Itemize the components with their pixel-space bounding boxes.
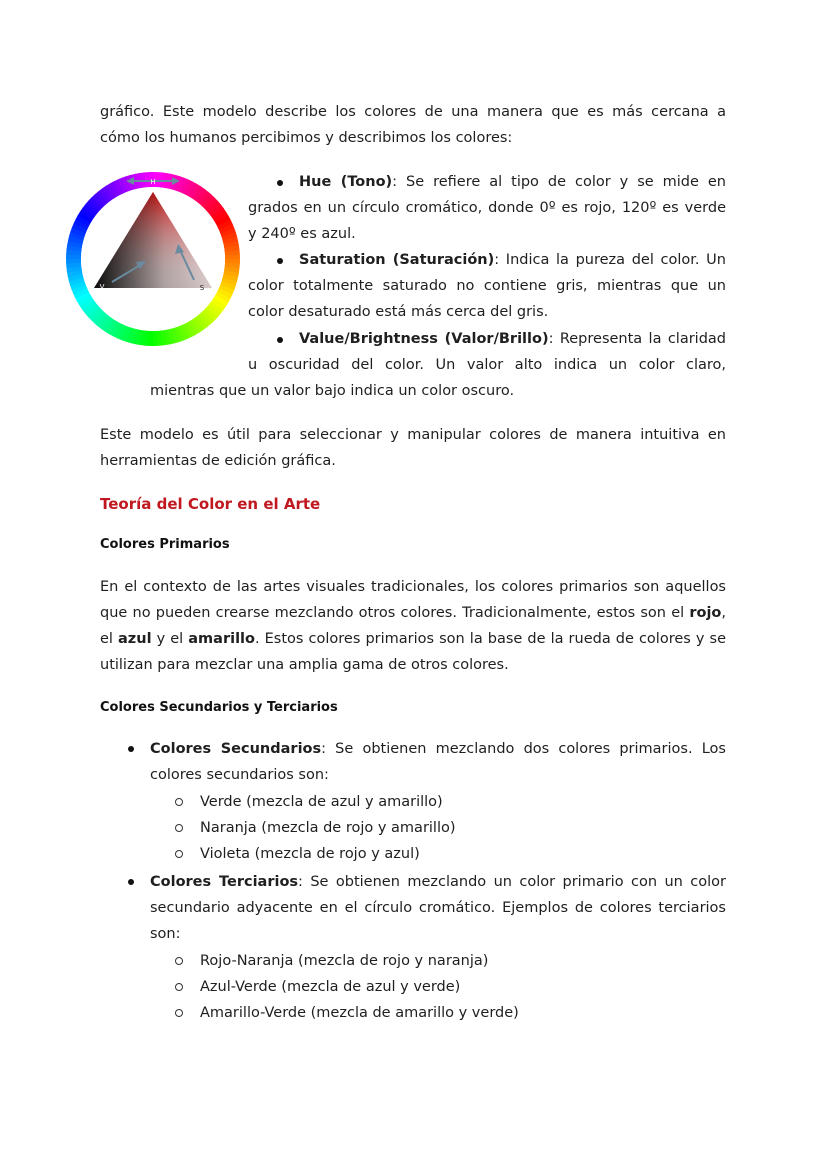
circle-bullet xyxy=(175,957,183,965)
primarios-sep2: y el xyxy=(151,631,189,647)
primarios-heading: Colores Primarios xyxy=(100,537,230,552)
primarios-sep1: , el xyxy=(100,605,726,647)
saturation-line-3: color desaturado está más cerca del gris. xyxy=(248,304,549,320)
value-text-1: : Representa la claridad xyxy=(548,331,726,347)
label-s: S xyxy=(199,284,205,292)
saturation-line-1 xyxy=(299,247,726,273)
secundarios-item xyxy=(150,736,726,788)
terciario-azul-verde: Azul-Verde (mezcla de azul y verde) xyxy=(200,979,461,995)
terciarios-text: : Se obtienen mezclando un color primario con un color secundario adyacente en el círculo cromático. Ejemplos de colores terciarios son: xyxy=(150,874,726,942)
circle-bullet xyxy=(175,798,183,806)
circle-bullet xyxy=(175,983,183,991)
intro-line-2: cómo los humanos percibimos y describimos los colores: xyxy=(100,130,513,146)
terciario-amarillo-verde: Amarillo-Verde (mezcla de amarillo y verde) xyxy=(200,1005,519,1021)
secundario-naranja: Naranja (mezcla de rojo y amarillo) xyxy=(200,820,456,836)
primarios-rojo: rojo xyxy=(689,605,722,621)
intro-line-1: gráfico. Este modelo describe los colores de una manera que es más cercana a xyxy=(100,104,726,120)
hsv-color-wheel-figure xyxy=(64,170,242,348)
hue-ring-segment xyxy=(225,254,240,259)
circle-bullet xyxy=(175,824,183,832)
saturation-term: Saturation (Saturación) xyxy=(299,252,495,268)
bullet-dot xyxy=(277,180,283,186)
primarios-text-after: . Estos colores primarios son la base de la rueda de colores y se utilizan para mezclar una amplia gama de otros colores. xyxy=(100,631,726,673)
value-term: Value/Brightness (Valor/Brillo) xyxy=(299,331,549,347)
secundarios-text: : Se obtienen mezclando dos colores primarios. Los colores secundarios son: xyxy=(150,741,726,783)
secundario-verde: Verde (mezcla de azul y amarillo) xyxy=(200,794,443,810)
hue-ring-segment xyxy=(66,258,81,263)
terciarios-term: Colores Terciarios xyxy=(150,874,299,890)
hue-term: Hue (Tono) xyxy=(299,174,393,190)
value-line-3: mientras que un valor bajo indica un color oscuro. xyxy=(150,383,515,399)
label-v: V xyxy=(99,283,105,291)
saturation-line-2: color totalmente saturado no contiene gris, mientras que un xyxy=(248,278,726,294)
circle-bullet xyxy=(175,1009,183,1017)
label-h: H xyxy=(150,178,156,186)
usage-paragraph: Este modelo es útil para seleccionar y manipular colores de manera intuitiva en herramientas de edición gráfica. xyxy=(100,427,726,469)
hue-text-1: : Se refiere al tipo de color y se mide en xyxy=(392,174,726,190)
hue-line-3: y 240º es azul. xyxy=(248,226,356,242)
primarios-paragraph xyxy=(100,574,726,678)
circle-bullet xyxy=(175,850,183,858)
primarios-text-before: En el contexto de las artes visuales tradicionales, los colores primarios son aquellos que no pueden crearse mezclando otros colores. Tradicionalmente, estos son el xyxy=(100,579,726,621)
value-line-1 xyxy=(299,326,726,352)
hue-ring-segment xyxy=(152,331,157,346)
bullet-dot xyxy=(277,337,283,343)
secundario-violeta: Violeta (mezcla de rojo y azul) xyxy=(200,846,420,862)
bullet-dot xyxy=(128,746,134,752)
bullet-dot xyxy=(128,879,134,885)
primarios-azul: azul xyxy=(118,631,152,647)
primarios-amarillo: amarillo xyxy=(188,631,255,647)
secundarios-terciarios-heading: Colores Secundarios y Terciarios xyxy=(100,700,338,715)
hue-line-2: grados en un círculo cromático, donde 0º es rojo, 120º es verde xyxy=(248,200,726,216)
secundarios-term: Colores Secundarios xyxy=(150,741,322,757)
value-line-2: u oscuridad del color. Un valor alto indica un color claro, xyxy=(248,357,726,373)
bullet-dot xyxy=(277,258,283,264)
hue-line-1 xyxy=(299,169,726,195)
section-title: Teoría del Color en el Arte xyxy=(100,495,321,513)
terciario-rojo-naranja: Rojo-Naranja (mezcla de rojo y naranja) xyxy=(200,953,489,969)
saturation-text-1: : Indica la pureza del color. Un xyxy=(494,252,726,268)
terciarios-item xyxy=(150,869,726,947)
